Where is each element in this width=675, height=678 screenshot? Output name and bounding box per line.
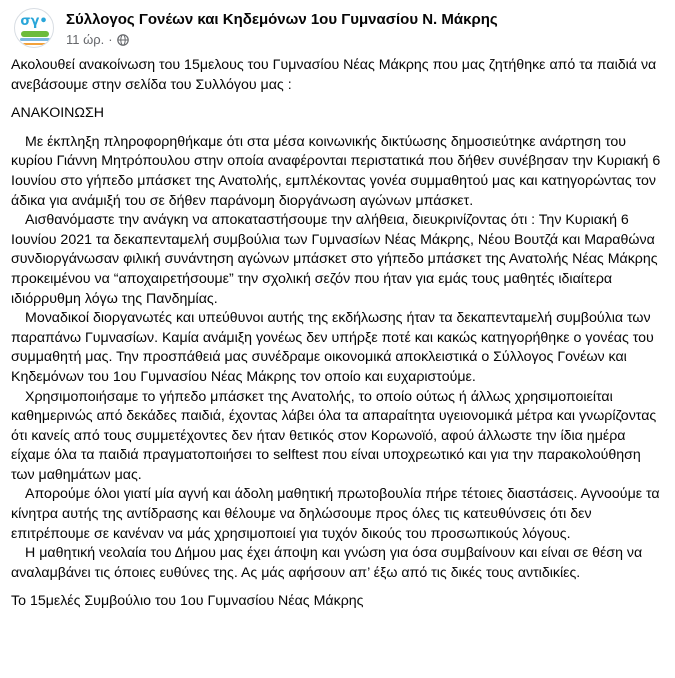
post-message — [11, 56, 667, 612]
meta-separator: · — [108, 32, 113, 47]
page-avatar[interactable] — [14, 8, 54, 48]
announcement-paragraph: Απορούμε όλοι γιατί μία αγνή και άδολη μαθητική πρωτοβουλία πήρε τέτοιες διαστάσεις. Αγνοούμε τα κίνητρα αυτής της αντίδρασης και θέλουμε να δηλώσουμε προς όλες τις κατευθύνσεις ότι δεν επιτρέπουμε σε κανέναν να μάς χρησιμοποιεί για τυχόν δικούς του προσωπικούς λόγους. — [11, 486, 660, 542]
globe-icon[interactable] — [117, 34, 129, 46]
post-intro: Ακολουθεί ανακοίνωση του 15μελους του Γυμνασίου Νέας Μάκρης που μας ζητήθηκε από τα παιδιά να ανεβάσουμε στην σελίδα του Συλλόγου μας : — [11, 57, 657, 93]
post-header — [14, 8, 664, 54]
post-meta — [66, 32, 129, 48]
logo-decoration — [23, 43, 47, 45]
announcement-heading: ΑΝΑΚΟΙΝΩΣΗ — [11, 105, 105, 122]
announcement-paragraph: Χρησιμοποιήσαμε το γήπεδο μπάσκετ της Ανατολής, το οποίο ούτως ή άλλως χρησιμοποιείται καθημερινώς από δεκάδες παιδιά, έχοντας λάβει όλα τα απαραίτητα υγειονομικά μέτρα και γνωρίζοντας ότι κανείς από τους συμμετέχοντες δεν ήταν θετικός στον Κορωνοϊό, αφού άλλωστε την ίδια ημέρα είχαμε όλα τα παιδιά πραγματοποιήσει το selftest που είναι υποχρεωτικό και για την παρακολούθηση των μαθημάτων μας. — [11, 388, 657, 483]
announcement-paragraph: Η μαθητική νεολαία του Δήμου μας έχει άποψη και γνώση για όσα συμβαίνουν και είναι σε θέση να αναλαμβάνει τις όποιες ευθύνες της. Ας μάς αφήσουν απ’ έξω από τις δικές τους αντιδικίες. — [11, 545, 643, 581]
announcement-paragraph: Με έκπληξη πληροφορηθήκαμε ότι στα μέσα κοινωνικής δικτύωσης δημοσιεύτηκε ανάρτηση του κυρίου Γιάννη Μητρόπουλου στην οποία αναφέρονται περιστατικά που δήθεν συνέβησαν την Κυριακή 6 Ιουνίου στο γήπεδο μπάσκετ της Ανατολής, εμπλέκοντας γονέα συμμαθητού μας και κατηγορώντας τον άδικα για ανάμιξή του σε δήθεν παράνομη διοργάνωση αγώνων μπάσκετ. — [11, 133, 661, 209]
logo-decoration — [20, 38, 50, 41]
logo-mark: σγ• — [20, 14, 48, 29]
logo-decoration — [21, 31, 49, 37]
post-timestamp[interactable]: 11 ώρ. — [66, 32, 105, 47]
announcement-signature: Το 15μελές Συμβούλιο του 1ου Γυμνασίου Νέας Μάκρης — [11, 593, 364, 610]
announcement-paragraph: Μοναδικοί διοργανωτές και υπεύθυνοι αυτής της εκδήλωσης ήταν τα δεκαπενταμελή συμβούλια των παραπάνω Γυμνασίων. Καμία ανάμιξη γονέως δεν υπήρξε ποτέ και κακώς κατηγορήθηκε ο γονέας του συμμαθητή μας. Την προσπάθειά μας συνέδραμε οικονομικά αποκλειστικά ο Σύλλογος Γονέων και Κηδεμόνων του 1ου Γυμνασίου Νέας Μάκρης τον οποίο και ευχαριστούμε. — [11, 310, 654, 385]
announcement-paragraph: Αισθανόμαστε την ανάγκη να αποκαταστήσουμε την αλήθεια, διευκρινίζοντας ότι : Την Κυριακή 6 Ιουνίου 2021 τα δεκαπενταμελή συμβούλια των Γυμνασίων Νέας Μάκρης, Νέου Βουτζά και Μαραθώνα συνδιοργάνωσαν φιλική συνάντηση αγώνων μπάσκετ στο γήπεδο μπάσκετ της Ανατολής Νέας Μάκρης προκειμένου να “αποχαιρετήσουμε” την σχολική σεζόν που ήταν για εμάς τους μαθητές ιδιαίτερα ιδιόρρυθμη λόγω της Πανδημίας. — [11, 212, 658, 307]
page-name-link[interactable]: Σύλλογος Γονέων και Κηδεμόνων 1ου Γυμνασίου Ν. Μάκρης — [66, 11, 498, 28]
